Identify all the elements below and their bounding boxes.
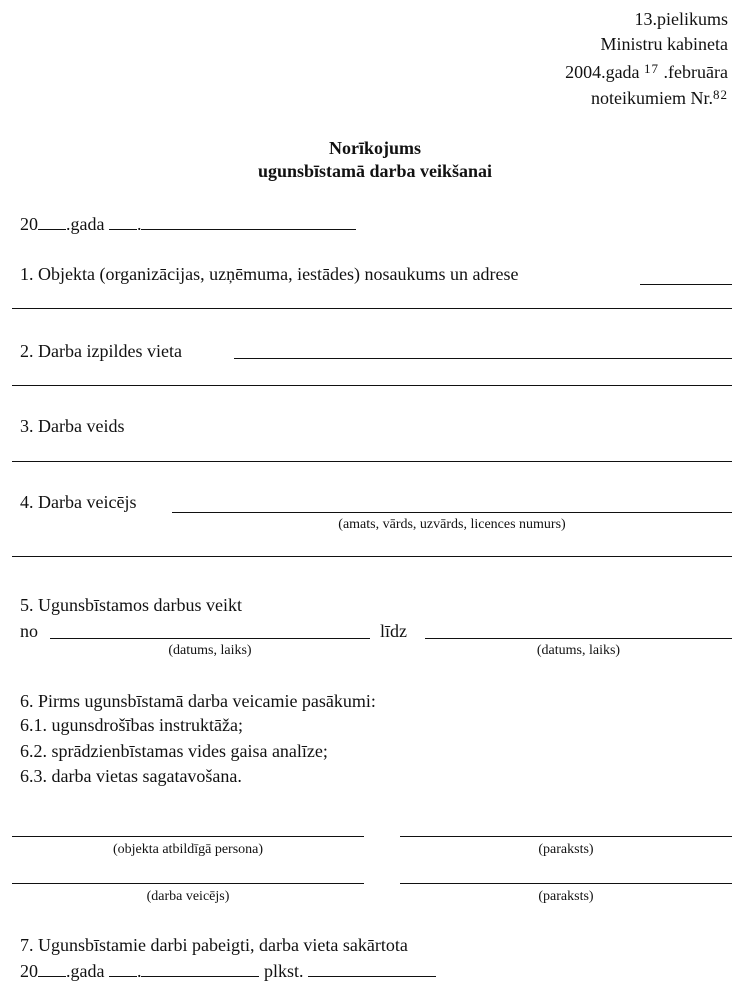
completion-date-line: 20 .gada . plkst.	[20, 960, 436, 982]
section-6-3: 6.3. darba vietas sagatavošana.	[20, 766, 242, 786]
section-3-label: 3. Darba veids	[20, 416, 125, 436]
section-5-label: 5. Ugunsbīstamos darbus veikt	[20, 595, 242, 615]
section-3-field[interactable]	[12, 461, 732, 462]
regulation-number-value: 82	[713, 87, 728, 102]
month-blank[interactable]	[141, 213, 356, 230]
section-1-field-b[interactable]	[12, 308, 732, 309]
section-5-to-caption: (datums, laiks)	[536, 643, 621, 658]
annex-label: 13.pielikums	[634, 9, 728, 29]
responsible-person-line[interactable]	[12, 836, 364, 837]
signature-line-2[interactable]	[400, 883, 732, 884]
signature-caption-1: (paraksts)	[538, 842, 594, 857]
completion-year-blank[interactable]	[38, 960, 66, 977]
section-7-label: 7. Ugunsbīstamie darbi pabeigti, darba vieta sakārtota	[20, 935, 408, 955]
section-2-label: 2. Darba izpildes vieta	[20, 341, 182, 361]
document-title: Norīkojums	[328, 138, 421, 158]
regulation-day: 17	[644, 61, 660, 76]
day-blank[interactable]	[109, 213, 137, 230]
regulation-date: 2004.gada $^{17}$ .februāra	[565, 61, 728, 82]
section-1-label: 1. Objekta (organizācijas, uzņēmuma, iestādes) nosaukums un adrese	[20, 264, 519, 284]
section-1-field-a[interactable]	[640, 284, 732, 285]
section-6-1: 6.1. ugunsdrošības instruktāža;	[20, 715, 243, 735]
completion-month-blank[interactable]	[141, 960, 259, 977]
cabinet-label: Ministru kabineta	[600, 34, 728, 54]
responsible-person-caption: (objekta atbildīgā persona)	[112, 842, 264, 857]
completion-time-blank[interactable]	[308, 960, 436, 977]
worker-caption: (darba veicējs)	[146, 889, 230, 904]
section-6-2: 6.2. sprādzienbīstamas vides gaisa analīze;	[20, 741, 328, 761]
section-5-to-field[interactable]	[425, 638, 732, 639]
year-blank[interactable]	[38, 213, 66, 230]
section-4-field[interactable]	[172, 512, 732, 513]
section-2-field-a[interactable]	[234, 358, 732, 359]
section-5-from-field[interactable]	[50, 638, 370, 639]
regulation-number: noteikumiem Nr.$^{82}$	[591, 87, 728, 108]
section-2-field-b[interactable]	[12, 385, 732, 386]
section-6-label: 6. Pirms ugunsbīstamā darba veicamie pasākumi:	[20, 691, 376, 711]
section-4-caption: (amats, vārds, uzvārds, licences numurs)	[338, 517, 566, 532]
document-subtitle: ugunsbīstamā darba veikšanai	[257, 161, 493, 181]
section-5-from-label: no	[20, 621, 38, 641]
date-line: 20 .gada .	[20, 213, 356, 235]
section-4-label: 4. Darba veicējs	[20, 492, 137, 512]
section-5-to-label: līdz	[380, 621, 407, 641]
signature-caption-2: (paraksts)	[538, 889, 594, 904]
section-4-field-b[interactable]	[12, 556, 732, 557]
section-5-from-caption: (datums, laiks)	[168, 643, 252, 658]
worker-line[interactable]	[12, 883, 364, 884]
signature-line-1[interactable]	[400, 836, 732, 837]
completion-day-blank[interactable]	[109, 960, 137, 977]
